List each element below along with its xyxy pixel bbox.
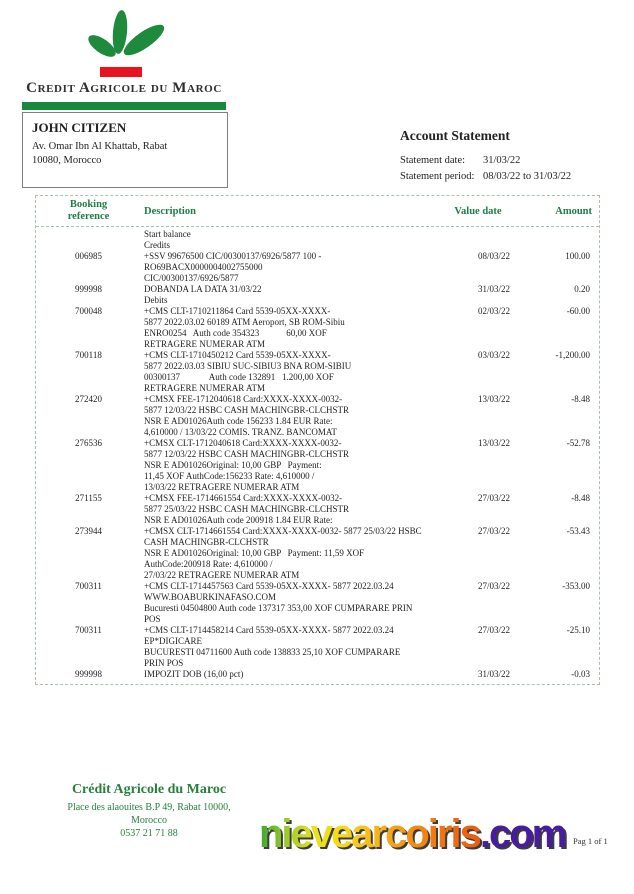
amount-cell: -8.48: [571, 493, 590, 503]
description-line: NSR E AD01026Auth code 156233 1.84 EUR Rate:: [144, 416, 333, 426]
amount-cell: 100.00: [565, 251, 590, 261]
description-cell: [141, 526, 438, 581]
booking-reference-cell: 700311: [75, 581, 102, 591]
footer-address-line1: Place des alaouites B.P 49, Rabat 10000,: [67, 802, 231, 813]
amount-cell: -52.78: [566, 438, 590, 448]
customer-address-line1: Av. Omar Ibn Al Khattab, Rabat: [32, 141, 168, 152]
statement-period-value: 08/03/22 to 31/03/22: [483, 170, 572, 182]
amount-cell: -0.03: [571, 669, 590, 679]
footer-bank-name: Crédit Agricole du Maroc: [71, 782, 227, 797]
bank-wordmark: Credit Agricole du Maroc: [26, 80, 222, 96]
description-cell: [141, 493, 438, 526]
booking-reference-cell: 700048: [75, 306, 102, 316]
value-date-cell: 13/03/22: [478, 394, 511, 404]
description-line: CIC/00300137/6926/5877: [144, 273, 239, 283]
description-line: 5877 2022.03.02 60189 ATM Aeroport, SB ROM-Sibiu: [144, 317, 345, 327]
table-row: [36, 625, 599, 669]
value-date-cell: 27/03/22: [478, 625, 511, 635]
description-line: +CMS CLT-1714458214 Card 5539-05XX-XXXX- 5877 2022.03.24: [144, 625, 394, 635]
watermark-suffix-text: .com: [479, 812, 566, 856]
table-header-row: [36, 196, 599, 227]
description-line: POS: [144, 614, 161, 624]
amount-cell: -353.00: [562, 581, 590, 591]
description-line: NSR E AD01026Auth code 200918 1.84 EUR Rate:: [144, 515, 333, 525]
table-row: [36, 526, 599, 581]
description-line: Credits: [144, 240, 170, 250]
amount-cell: -1,200.00: [555, 350, 590, 360]
description-line: +CMSX CLT-1712040618 Card:XXXX-XXXX-0032-: [144, 438, 342, 448]
statement-title: Account Statement: [400, 128, 510, 143]
amount-cell: -60.00: [566, 306, 590, 316]
booking-reference-cell: 006985: [75, 251, 102, 261]
table-row: [36, 493, 599, 526]
description-line: +CMS CLT-1710450212 Card 5539-05XX-XXXX-: [144, 350, 331, 360]
statement-period-row: [400, 169, 625, 185]
table-row: [36, 306, 599, 350]
amount-cell: -53.43: [566, 526, 590, 536]
site-watermark: [259, 812, 565, 857]
description-line: 5877 12/03/22 HSBC CASH MACHINGBR-CLCHSTR: [144, 405, 350, 415]
table-row: [36, 251, 599, 284]
footer-address-line2: Morocco: [130, 815, 168, 826]
description-line: 27/03/22 RETRAGERE NUMERAR ATM: [144, 570, 300, 580]
amount-cell: 0.20: [574, 284, 590, 294]
footer-bank-block: [33, 782, 265, 840]
description-cell: [141, 229, 438, 240]
table-row: [36, 229, 599, 240]
description-cell: [141, 394, 438, 438]
booking-reference-cell: 271155: [75, 493, 102, 503]
value-date-cell: 31/03/22: [478, 669, 511, 679]
description-line: Bucuresti 04504800 Auth code 137317 353,00 XOF CUMPARARE PRIN: [144, 603, 413, 613]
customer-name: JOHN CITIZEN: [32, 120, 127, 135]
value-date-cell: 27/03/22: [478, 526, 511, 536]
description-line: +CMSX FEE-1712040618 Card:XXXX-XXXX-0032-: [144, 394, 343, 404]
watermark-main-text: nievearcoiris: [259, 812, 480, 856]
header-amount: Amount: [555, 205, 592, 217]
description-line: PRIN POS: [144, 658, 184, 668]
table-row: [36, 295, 599, 306]
description-line: RO69BACX0000004002755000: [144, 262, 263, 272]
description-line: ENRO0254 Auth code 354323 60,00 XOF: [144, 328, 327, 338]
description-line: NSR E AD01026Original: 10,00 GBP Payment: 11,59 XOF: [144, 548, 365, 558]
description-cell: [141, 284, 438, 295]
page-number-label: Pag 1 of 1: [573, 836, 608, 846]
description-line: 13/03/22 RETRAGERE NUMERAR ATM: [144, 482, 300, 492]
booking-reference-cell: 700311: [75, 625, 102, 635]
statement-period-label: Statement period:: [400, 170, 475, 182]
description-line: BUCURESTI 04711600 Auth code 138833 25,10 XOF CUMPARARE: [144, 647, 401, 657]
description-cell: [141, 306, 438, 350]
brand-green-bar: [22, 102, 226, 110]
description-line: RETRAGERE NUMERAR ATM: [144, 339, 266, 349]
description-cell: [141, 625, 438, 669]
statement-date-value: 31/03/22: [483, 155, 521, 166]
booking-reference-cell: 276536: [75, 438, 102, 448]
description-line: DOBANDA LA DATA 31/03/22: [144, 284, 262, 294]
value-date-cell: 03/03/22: [478, 350, 511, 360]
statement-date-label: Statement date:: [400, 155, 466, 166]
customer-address-box: [22, 112, 228, 188]
table-row: [36, 669, 599, 680]
transactions-table: [35, 195, 600, 685]
booking-reference-cell: 700118: [75, 350, 102, 360]
amount-cell: -25.10: [566, 625, 590, 635]
description-line: +CMSX CLT-1714661554 Card:XXXX-XXXX-0032- 5877 25/03/22 HSBC: [144, 526, 422, 536]
description-line: WWW.BOABURKINAFASO.COM: [144, 592, 277, 602]
description-cell: [141, 581, 438, 625]
description-line: IMPOZIT DOB (16,00 pct): [144, 669, 244, 679]
credit-agricole-leaf-logo-icon: [82, 6, 174, 82]
statement-meta-block: [400, 128, 625, 184]
header-booking-reference: Booking reference: [67, 199, 110, 222]
table-row: [36, 284, 599, 295]
description-line: 11,45 XOF AuthCode:156233 Rate: 4,610000 /: [144, 471, 315, 481]
table-row: [36, 394, 599, 438]
booking-reference-cell: 273944: [75, 526, 102, 536]
value-date-cell: 08/03/22: [478, 251, 511, 261]
value-date-cell: 27/03/22: [478, 493, 511, 503]
header-value-date: Value date: [454, 205, 502, 217]
description-line: CASH MACHINGBR-CLCHSTR: [144, 537, 269, 547]
description-line: 5877 2022.03.03 SIBIU SUC-SIBIU3 BNA ROM-SIBIU: [144, 361, 352, 371]
description-line: NSR E AD01026Original: 10,00 GBP Payment:: [144, 460, 322, 470]
description-line: +CMS CLT-1714457563 Card 5539-05XX-XXXX- 5877 2022.03.24: [144, 581, 394, 591]
description-cell: [141, 240, 438, 251]
booking-reference-cell: 999998: [75, 284, 102, 294]
booking-reference-cell: 999998: [75, 669, 102, 679]
description-line: Debits: [144, 295, 168, 305]
description-cell: [141, 669, 438, 680]
description-line: EP*DIGICARE: [144, 636, 202, 646]
value-date-cell: 31/03/22: [478, 284, 511, 294]
table-row: [36, 240, 599, 251]
table-row: [36, 581, 599, 625]
table-row: [36, 350, 599, 394]
description-line: +CMS CLT-1710211864 Card 5539-05XX-XXXX-: [144, 306, 331, 316]
description-line: AuthCode:200918 Rate: 4,610000 /: [144, 559, 273, 569]
value-date-cell: 27/03/22: [478, 581, 511, 591]
statement-date-row: [400, 153, 625, 169]
value-date-cell: 13/03/22: [478, 438, 511, 448]
table-body: [36, 227, 599, 680]
description-cell: [141, 251, 438, 284]
footer-phone: 0537 21 71 88: [120, 828, 178, 839]
customer-address-line2: 10080, Morocco: [32, 155, 102, 166]
value-date-cell: 02/03/22: [478, 306, 511, 316]
description-cell: [141, 350, 438, 394]
booking-reference-cell: 272420: [75, 394, 102, 404]
description-line: +SSV 99676500 CIC/00300137/6926/5877 100 -: [144, 251, 322, 261]
description-line: 5877 25/03/22 HSBC CASH MACHINGBR-CLCHSTR: [144, 504, 350, 514]
amount-cell: -8.48: [571, 394, 590, 404]
description-line: Start balance: [144, 229, 191, 239]
description-cell: [141, 438, 438, 493]
description-line: RETRAGERE NUMERAR ATM: [144, 383, 266, 393]
table-row: [36, 438, 599, 493]
description-line: 00300137 Auth code 132891 1.200,00 XOF: [144, 372, 334, 382]
header-description: Description: [144, 205, 196, 217]
description-line: 4,610000 / 13/03/22 COMIS. TRANZ. BANCOMAT: [144, 427, 337, 437]
description-line: +CMSX FEE-1714661554 Card:XXXX-XXXX-0032-: [144, 493, 343, 503]
description-cell: [141, 295, 438, 306]
description-line: 5877 12/03/22 HSBC CASH MACHINGBR-CLCHSTR: [144, 449, 350, 459]
